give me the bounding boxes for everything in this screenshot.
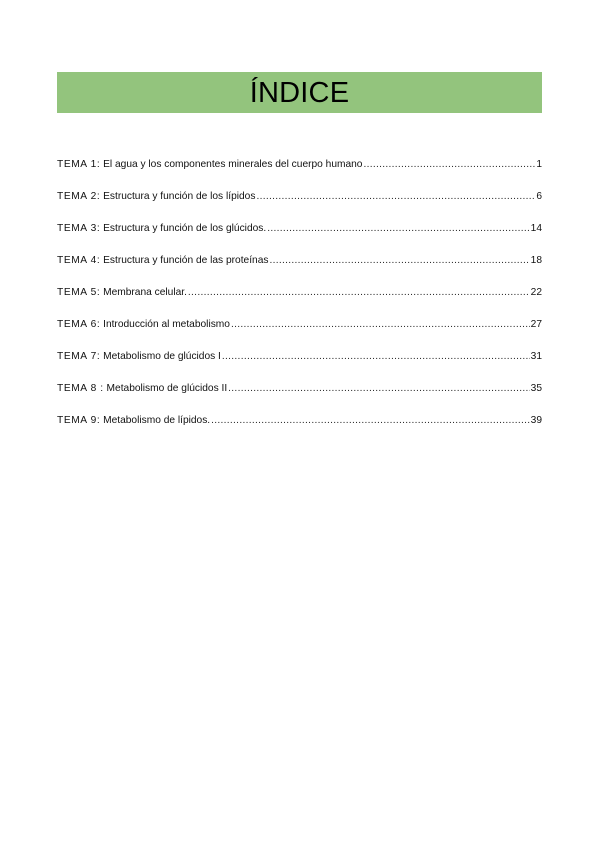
toc-entry-label (57, 254, 269, 268)
toc-page-number: 39 (530, 415, 542, 426)
toc-page-number: 18 (530, 255, 542, 266)
toc-dot-leader (211, 414, 530, 428)
toc-entry-number: TEMA 2: (57, 191, 101, 202)
toc-page-number: 31 (530, 351, 542, 362)
toc-entry-title: Estructura y función de las proteínas (103, 255, 269, 266)
toc-page-number: 22 (530, 287, 542, 298)
toc-entry-tema-1[interactable] (57, 158, 542, 190)
toc-entry-title: Membrana celular. (103, 287, 187, 298)
index-title: ÍNDICE (249, 77, 350, 109)
toc-entry-label (57, 158, 363, 172)
toc-entry-number: TEMA 3: (57, 223, 101, 234)
toc-dot-leader (222, 350, 530, 364)
toc-dot-leader (269, 254, 529, 268)
toc-page-number: 6 (536, 191, 542, 202)
toc-dot-leader (363, 158, 535, 172)
toc-entry-number: TEMA 7: (57, 351, 101, 362)
toc-page-number: 35 (530, 383, 542, 394)
toc-entry-label (57, 318, 231, 332)
toc-entry-title: El agua y los componentes minerales del cuerpo humano (103, 159, 363, 170)
toc-entry-title: Metabolismo de glúcidos II (106, 383, 228, 394)
toc-entry-tema-4[interactable] (57, 254, 542, 286)
toc-entry-tema-5[interactable] (57, 286, 542, 318)
toc-dot-leader (256, 190, 535, 204)
toc-entry-title: Estructura y función de los lípidos (103, 191, 256, 202)
toc-entry-tema-2[interactable] (57, 190, 542, 222)
toc-dot-leader (188, 286, 530, 300)
toc-entry-number: TEMA 8 : (57, 383, 104, 394)
toc-dot-leader (228, 382, 529, 396)
toc-entry-tema-3[interactable] (57, 222, 542, 254)
toc-entry-title: Introducción al metabolismo (103, 319, 230, 330)
toc-entry-tema-7[interactable] (57, 350, 542, 382)
toc-entry-number: TEMA 5: (57, 287, 101, 298)
toc-page-number: 14 (530, 223, 542, 234)
toc-entry-label (57, 190, 256, 204)
toc-page-number: 1 (536, 159, 542, 170)
toc-entry-label (57, 382, 228, 396)
toc-dot-leader (267, 222, 529, 236)
toc-dot-leader (231, 318, 530, 332)
toc-entry-title: Metabolismo de lípidos. (103, 415, 211, 426)
toc-entry-tema-9[interactable] (57, 414, 542, 446)
toc-entry-label (57, 222, 267, 236)
toc-entry-label (57, 414, 211, 428)
toc-entry-number: TEMA 9: (57, 415, 101, 426)
index-title-band (57, 72, 542, 113)
toc-entry-number: TEMA 6: (57, 319, 101, 330)
table-of-contents (57, 158, 542, 446)
toc-entry-tema-8[interactable] (57, 382, 542, 414)
toc-entry-number: TEMA 4: (57, 255, 101, 266)
toc-entry-title: Metabolismo de glúcidos I (103, 351, 221, 362)
toc-entry-number: TEMA 1: (57, 159, 101, 170)
toc-entry-label (57, 350, 222, 364)
toc-entry-title: Estructura y función de los glúcidos. (103, 223, 267, 234)
toc-page-number: 27 (530, 319, 542, 330)
toc-entry-label (57, 286, 188, 300)
toc-entry-tema-6[interactable] (57, 318, 542, 350)
